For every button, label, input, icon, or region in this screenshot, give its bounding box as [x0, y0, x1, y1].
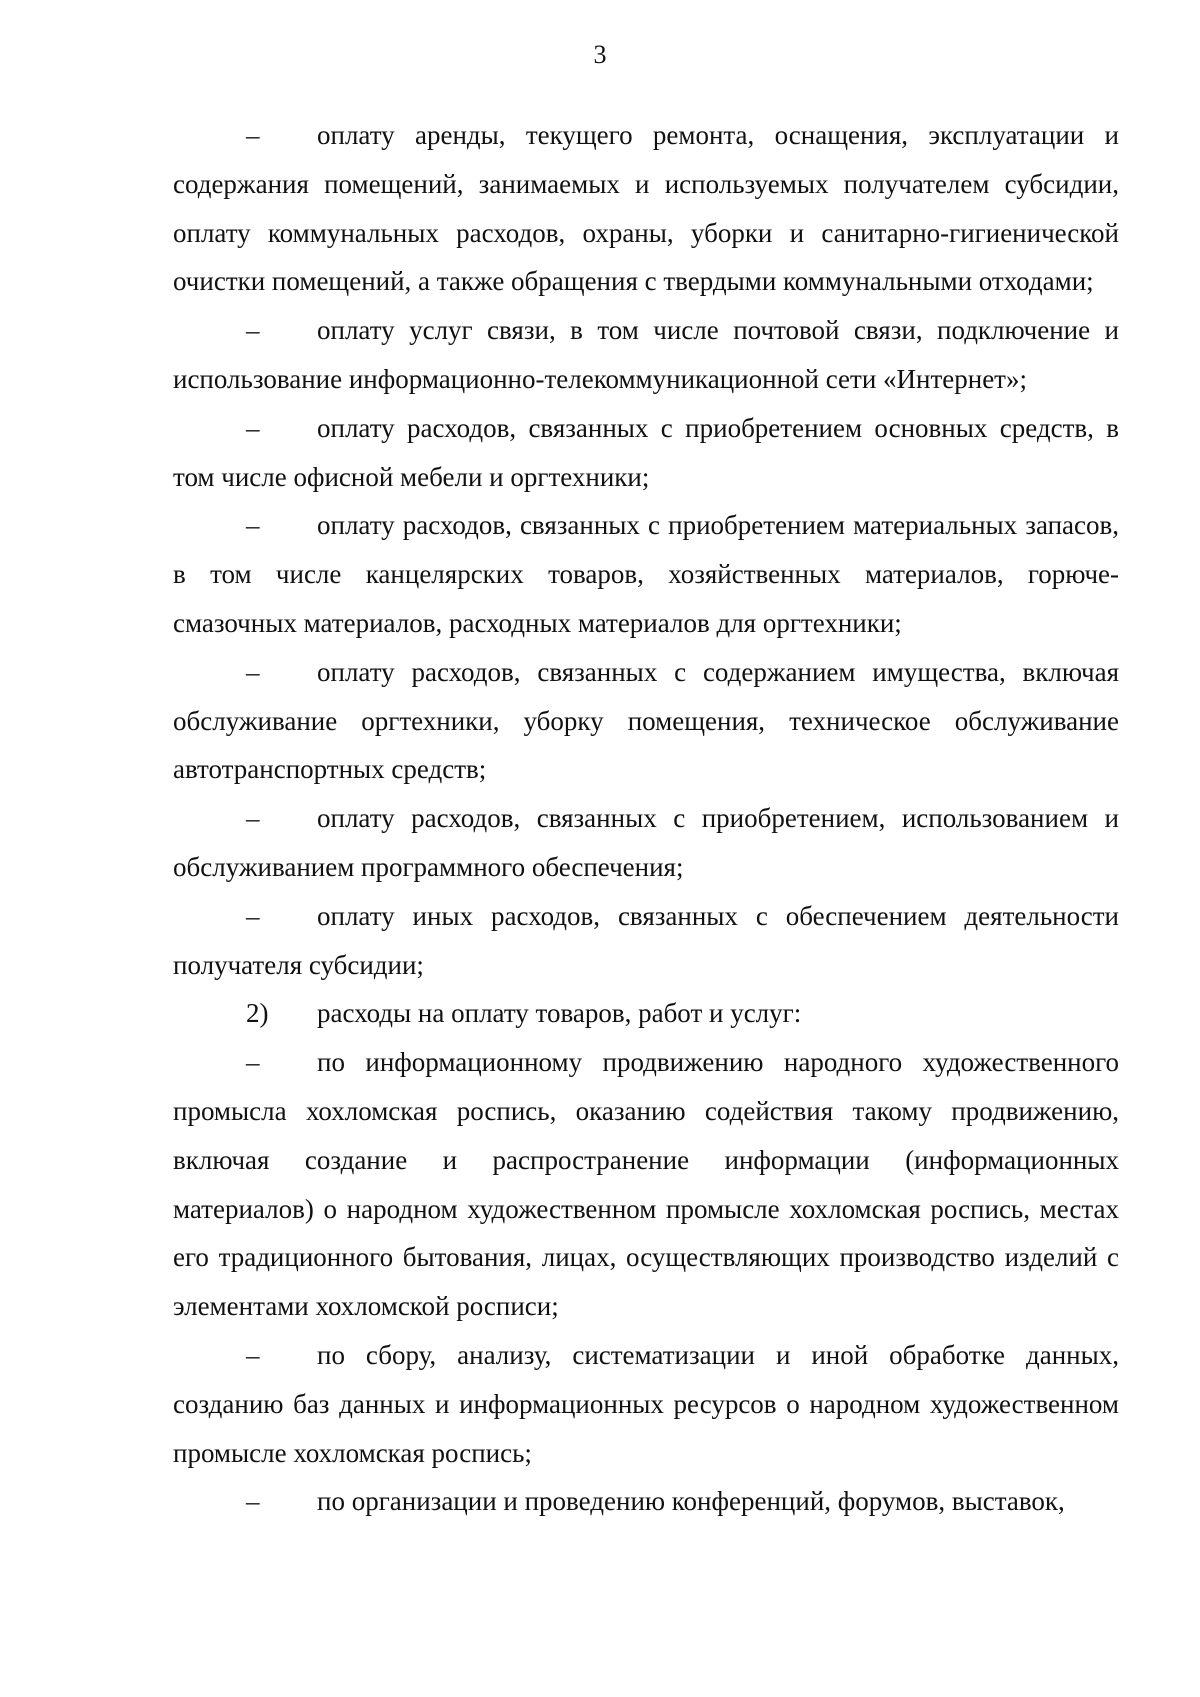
- list-item: [173, 404, 1119, 502]
- document-body: [173, 111, 1119, 1526]
- list-marker: –: [246, 1339, 260, 1370]
- list-item: [173, 306, 1119, 404]
- list-item-text: оплату услуг связи, в том числе почтовой связи, подключение и использование информационно-телекоммуникационной сети «Интернет»;: [173, 315, 1119, 394]
- list-item-text: оплату расходов, связанных с приобретением, использованием и обслуживанием программного обеспечения;: [173, 803, 1119, 882]
- list-item-text: по организации и проведению конференций, форумов, выставок,: [317, 1486, 1065, 1517]
- list-item: [173, 501, 1119, 647]
- list-marker: –: [246, 120, 260, 150]
- numbered-item-text: расходы на оплату товаров, работ и услуг:: [317, 998, 802, 1029]
- list-marker: –: [246, 1486, 260, 1517]
- list-item: [173, 648, 1119, 794]
- list-marker: –: [246, 803, 260, 834]
- list-item-text: по сбору, анализу, систематизации и иной обработке данных, созданию баз данных и информационных ресурсов о народном художественном промысле хохломская роспись;: [173, 1339, 1119, 1468]
- list-item: [173, 1038, 1119, 1331]
- list-item-text: по информационному продвижению народного художественного промысла хохломская роспись, оказанию содействия такому продвижению, включая создание и распространение информации (информационных материалов) о народном художественном промысле хохломская роспись, местах его традиционного бытования, лицах, осуществляющих производство изделий с элементами хохломской росписи;: [173, 1047, 1119, 1322]
- list-item-text: оплату расходов, связанных с приобретением материальных запасов, в том числе канцелярских товаров, хозяйственных материалов, горюче-смазочных материалов, расходных материалов для оргтехники;: [173, 510, 1119, 638]
- list-marker: –: [246, 315, 260, 346]
- list-marker: –: [246, 412, 260, 443]
- list-item: [173, 111, 1119, 306]
- numbered-item: [173, 989, 1119, 1038]
- page-number: 3: [593, 40, 607, 69]
- list-item-text: оплату иных расходов, связанных с обеспечением деятельности получателя субсидии;: [173, 900, 1119, 980]
- list-marker: –: [246, 1047, 260, 1078]
- list-marker: –: [246, 656, 260, 687]
- list-number: 2): [246, 998, 269, 1029]
- list-item: [173, 1477, 1119, 1526]
- list-item-text: оплату расходов, связанных с приобретением основных средств, в том числе офисной мебели и оргтехники;: [173, 412, 1119, 492]
- list-item: [173, 1331, 1119, 1477]
- list-marker: –: [246, 900, 260, 931]
- list-item-text: оплату аренды, текущего ремонта, оснащения, эксплуатации и содержания помещений, занимаемых и используемых получателем субсидии, оплату коммунальных расходов, охраны, уборки и санитарно-гигиенической очистки помещений, а также обращения с твердыми коммунальными отходами;: [173, 120, 1119, 297]
- list-item-text: оплату расходов, связанных с содержанием имущества, включая обслуживание оргтехники, уборку помещения, техническое обслуживание автотранспортных средств;: [173, 656, 1119, 785]
- list-marker: –: [246, 510, 260, 541]
- list-item: [173, 892, 1119, 990]
- list-item: [173, 794, 1119, 892]
